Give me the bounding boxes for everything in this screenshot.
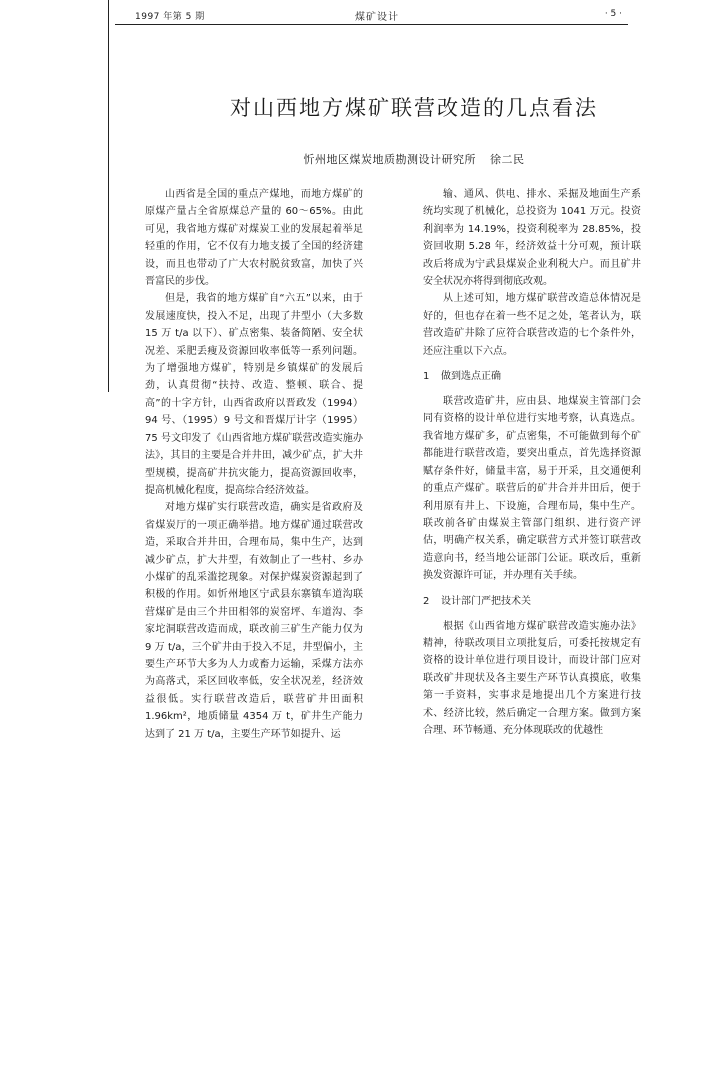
- paragraph: 但是，我省的地方煤矿自“六五”以来，由于发展速度快，投入不足，出现了井型小（大多数 15 万 t/a 以下）、矿点密集、装备简陋、安全状况差、采肥丢瘦及资源回收率低等一系列问题。为了增强地方煤矿，特别是乡镇煤矿的发展后劲，认真贯彻“扶持、改造、整顿、联合、提高”的十字方针，山西省政府以晋政发（1994）94 号、（1995）9 号文和晋煤厅计字（1995）75 号文印发了《山西省地方煤矿联营改造实施办法》，其目的主要是合并井田，减少矿点，扩大井型规模，提高矿井抗灾能力，提高资源回收率，提高机械化程度，提高综合经济效益。: [145, 293, 363, 496]
- section-heading: [423, 368, 641, 385]
- journal-name: 煤矿设计: [355, 12, 399, 23]
- margin-rule: [108, 0, 109, 392]
- section-title: 设计部门严把技术关: [441, 595, 531, 607]
- section-number: 2: [423, 595, 430, 607]
- page-number: · 5 ·: [604, 9, 622, 19]
- paragraph: 联营改造矿井，应由县、地煤炭主管部门会同有资格的设计单位进行实地考察，认真选点。我省地方煤矿多，矿点密集，不可能做到每个矿都能进行联营改造，要突出重点，首先选择资源赋存条件好，储量丰富，易于开采，且交通便利的重点产煤矿。联营后的矿井合并井田后，便于利用原有井上、下设施，合理布局，集中生产。联改前各矿由煤炭主管部门组织、进行资产评估，明确产权关系，确定联营方式并签订联营改造意向书，经当地公证部门公证。联改后，重新换发资源许可证，并办理有关手续。: [423, 396, 641, 582]
- left-column: [145, 186, 363, 740]
- affiliation: 忻州地区煤炭地质勘测设计研究所: [303, 153, 476, 166]
- running-header: [115, 8, 628, 25]
- paragraph: 根据《山西省地方煤矿联营改造实施办法》精神，待联改项目立项批复后，可委托按规定有资格的设计单位进行项目设计，而设计部门应对联改矿井现状及各主要生产环节认真摸底，收集第一手资料，实事求是地提出几个方案进行技术、经济比较，然后确定一合理方案。做到方案合理、环节畅通、充分体现联改的优越性: [423, 620, 641, 736]
- author-line: [110, 151, 718, 167]
- section-heading: [423, 593, 641, 610]
- issue-label: 1997 年第 5 期: [135, 12, 205, 22]
- paragraph: 输、通风、供电、排水、采掘及地面生产系统均实现了机械化，总投资为 1041 万元。投资利润率为 14.19%，投资利税率为 28.85%，投资回收期 5.28 年，经济效益十分可观，预计联改后将成为宁武县煤炭企业利税大户。而且矿井安全状况亦将得到彻底改观。: [423, 189, 641, 288]
- paragraph: 山西省是全国的重点产煤地，而地方煤矿的原煤产量占全省原煤总产量的 60～65%。由此可见，我省地方煤矿对煤炭工业的发展起着举足轻重的作用，它不仅有力地支援了全国的经济建设，而且也带动了广大农村脱贫致富，加快了兴晋富民的步伐。: [145, 189, 363, 288]
- article-title: 对山西地方煤矿联营改造的几点看法: [230, 96, 598, 120]
- paragraph: 对地方煤矿实行联营改造，确实是省政府及省煤炭厅的一项正确举措。地方煤矿通过联营改造，采取合并井田，合理布局，集中生产，达到减少矿点，扩大井型，有效制止了一些村、乡办小煤矿的乱采滥挖现象。对保护煤炭资源起到了积极的作用。如忻州地区宁武县东寨镇车道沟联营煤矿是由三个井田相邻的炭窑坪、车道沟、李家坨洞联营改造而成，联改前三矿生产能力仅为 9 万 t/a，三个矿井由于投入不足，井型偏小，主要生产环节大多为人力或畜力运输，采煤方法亦为高落式，采区回收率低，安全状况差，经济效益很低。实行联营改造后，联营矿井田面积 1.96km²，地质储量 4354 万 t，矿井生产能力达到了 21 万 t/a，主要生产环节如提升、运: [145, 502, 363, 740]
- author-name: 徐二民: [490, 153, 525, 166]
- section-number: 1: [423, 371, 430, 383]
- right-column: [423, 186, 641, 736]
- paragraph: 从上述可知，地方煤矿联营改造总体情况是好的，但也存在着一些不足之处，笔者认为，联营改造矿井除了应符合联营改造的七个条件外，还应注重以下六点。: [423, 293, 641, 357]
- section-title: 做到选点正确: [441, 371, 501, 383]
